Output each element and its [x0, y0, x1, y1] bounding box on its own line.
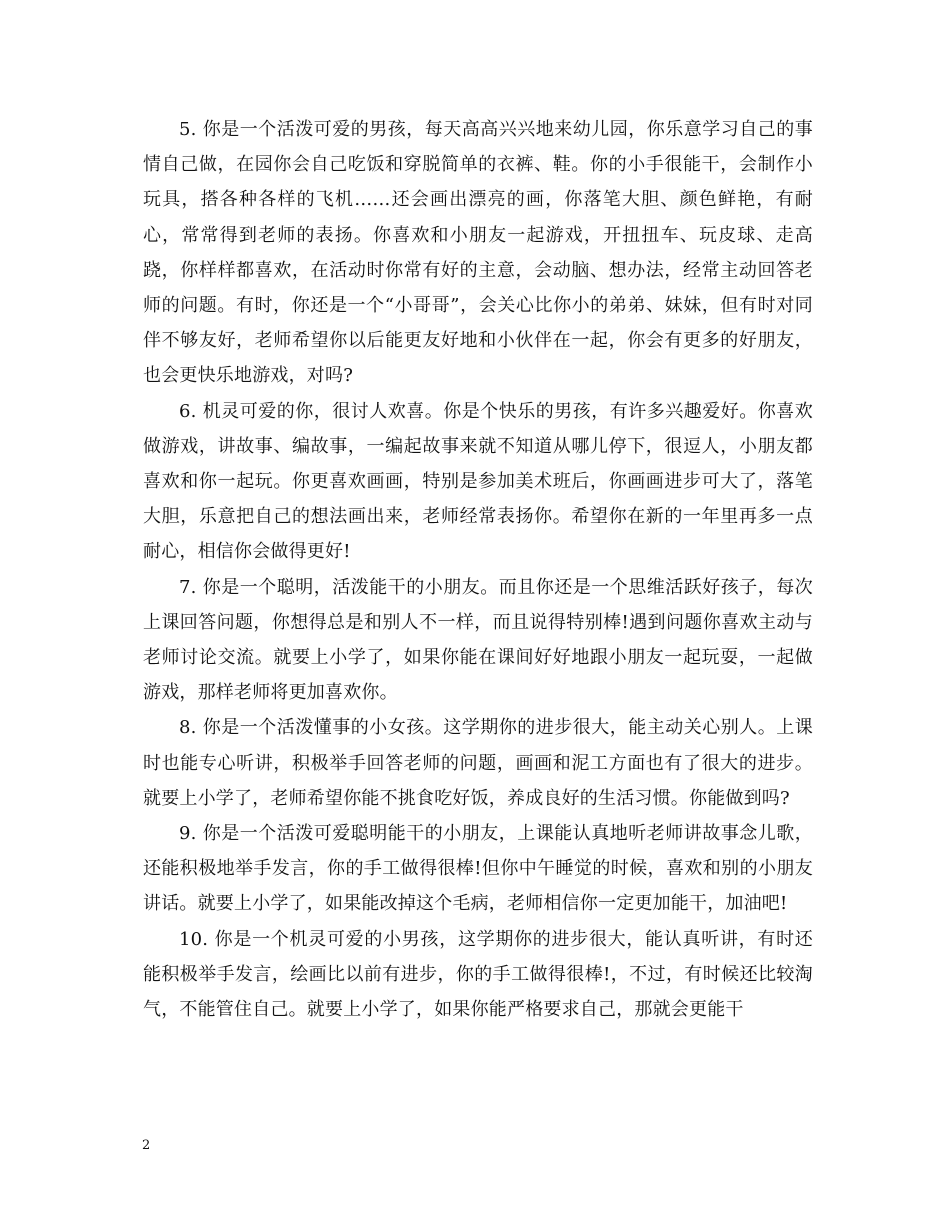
paragraph-8: 8. 你是一个活泼懂事的小女孩。这学期你的进步很大，能主动关心别人。上课时也能专心听讲，积极举手回答老师的问题，画画和泥工方面也有了很大的进步。就要上小学了，老师希望你能不挑食吃好饭，养成良好的生活习惯。你能做到吗? — [143, 717, 813, 809]
body-text — [143, 112, 813, 1027]
paragraph-5: 5. 你是一个活泼可爱的男孩，每天高高兴兴地来幼儿园，你乐意学习自己的事情自己做，在园你会自己吃饭和穿脱简单的衣裤、鞋。你的小手很能干，会制作小玩具，搭各种各样的飞机……还会画出漂亮的画，你落笔大胆、颜色鲜艳，有耐心，常常得到老师的表扬。你喜欢和小朋友一起游戏，开扭扭车、玩皮球、走高跷，你样样都喜欢，在活动时你常有好的主意，会动脑、想办法，经常主动回答老师的问题。有时，你还是一个“小哥哥”，会关心比你小的弟弟、妹妹，但有时对同伴不够友好，老师希望你以后能更友好地和小伙伴在一起，你会有更多的好朋友，也会更快乐地游戏，对吗? — [143, 119, 813, 387]
paragraph-7: 7. 你是一个聪明，活泼能干的小朋友。而且你还是一个思维活跃好孩子，每次上课回答问题，你想得总是和别人不一样，而且说得特别棒!遇到问题你喜欢主动与老师讨论交流。就要上小学了，如果你能在课间好好地跟小朋友一起玩耍，一起做游戏，那样老师将更加喜欢你。 — [143, 576, 813, 704]
paragraph-6: 6. 机灵可爱的你，很讨人欢喜。你是个快乐的男孩，有许多兴趣爱好。你喜欢做游戏，讲故事、编故事，一编起故事来就不知道从哪儿停下，很逗人，小朋友都喜欢和你一起玩。你更喜欢画画，特别是参加美术班后，你画画进步可大了，落笔大胆，乐意把自己的想法画出来，老师经常表扬你。希望你在新的一年里再多一点耐心，相信你会做得更好! — [143, 400, 813, 563]
paragraph-10: 10. 你是一个机灵可爱的小男孩，这学期你的进步很大，能认真听讲，有时还能积极举手发言，绘画比以前有进步，你的手工做得很棒!，不过，有时候还比较淘气，不能管住自己。就要上小学了，如果你能严格要求自己，那就会更能干 — [143, 928, 813, 1021]
page-number: 2 — [142, 1138, 151, 1153]
paragraph-9: 9. 你是一个活泼可爱聪明能干的小朋友，上课能认真地听老师讲故事念儿歌，还能积极地举手发言，你的手工做得很棒!但你中午睡觉的时候，喜欢和别的小朋友讲话。就要上小学了，如果能改掉这个毛病，老师相信你一定更加能干，加油吧! — [143, 823, 813, 915]
